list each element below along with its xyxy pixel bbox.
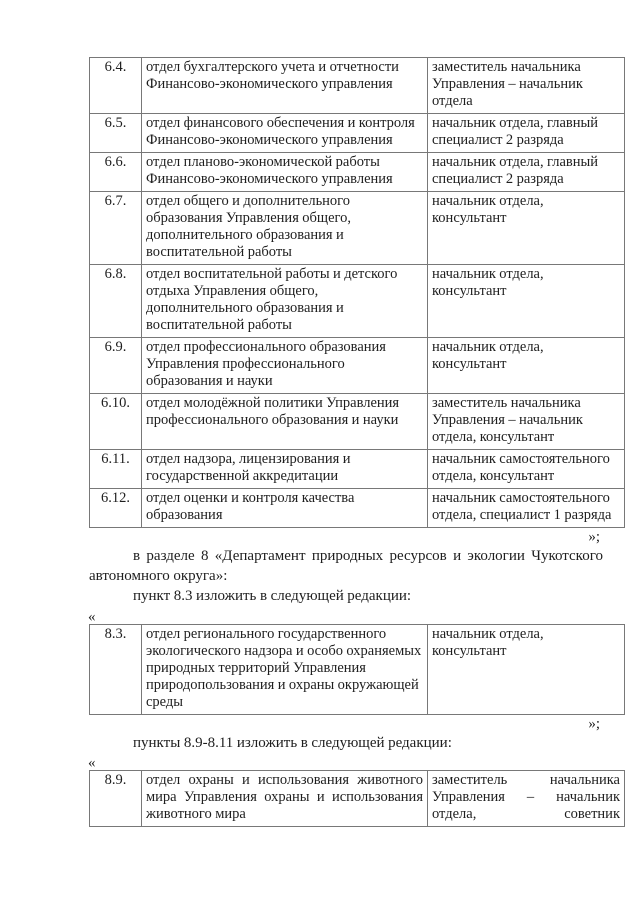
paragraph-section-8-intro: в разделе 8 «Департамент природных ресурсов и экологии Чукотского автономного округа»: [89, 548, 603, 584]
table-row [90, 771, 625, 827]
row-number-cell: 6.8. [90, 265, 142, 338]
position-cell: начальник отдела, главный специалист 2 разряда [428, 153, 625, 192]
row-number-cell: 8.9. [90, 771, 142, 827]
row-number-cell: 8.3. [90, 624, 142, 714]
quote-open-marker: « [88, 608, 96, 625]
department-cell: отдел воспитательной работы и детского отдыха Управления общего, дополнительного образования и воспитательной работы [142, 265, 428, 338]
row-number-cell: 6.4. [90, 58, 142, 114]
department-cell: отдел регионального государственного экологического надзора и особо охраняемых природных территорий Управления природопользования и охраны окружающей среды [142, 624, 428, 714]
quote-close-marker: »; [588, 529, 600, 545]
position-cell: начальник самостоятельного отдела, консультант [428, 450, 625, 489]
position-cell: заместитель начальника Управления – начальник отдела [428, 58, 625, 114]
table-row [90, 114, 625, 153]
table-row [90, 338, 625, 394]
quote-close-marker: »; [588, 715, 600, 732]
position-cell: начальник отдела, консультант [428, 338, 625, 394]
document-content [88, 57, 620, 827]
table-row [90, 450, 625, 489]
department-cell: отдел оценки и контроля качества образования [142, 489, 428, 528]
quote-open-marker: « [88, 755, 96, 771]
staff-table-points-8-9 [89, 770, 625, 827]
position-cell: начальник самостоятельного отдела, специалист 1 разряда [428, 489, 625, 528]
department-cell: отдел общего и дополнительного образования Управления общего, дополнительного образования и воспитательной работы [142, 192, 428, 265]
table-row [90, 58, 625, 114]
position-cell: начальник отдела, главный специалист 2 разряда [428, 114, 625, 153]
department-cell: отдел профессионального образования Управления профессионального образования и науки [142, 338, 428, 394]
position-cell: начальник отдела, консультант [428, 192, 625, 265]
staff-table-section-6 [89, 57, 625, 528]
table-row [90, 489, 625, 528]
position-cell: начальник отдела, консультант [428, 624, 625, 714]
department-cell: отдел финансового обеспечения и контроля Финансово-экономического управления [142, 114, 428, 153]
row-number-cell: 6.11. [90, 450, 142, 489]
table-row [90, 153, 625, 192]
row-number-cell: 6.6. [90, 153, 142, 192]
position-cell: начальник отдела, консультант [428, 265, 625, 338]
position-cell: заместитель начальника Управления – начальник отдела, консультант [428, 394, 625, 450]
department-cell: отдел охраны и использования животного мира Управления охраны и использования животного мира [142, 771, 428, 827]
row-number-cell: 6.7. [90, 192, 142, 265]
table-row [90, 624, 625, 714]
table-row [90, 265, 625, 338]
paragraph-points-8-9: пункты 8.9-8.11 изложить в следующей редакции: [133, 734, 452, 751]
department-cell: отдел планово-экономической работы Финансово-экономического управления [142, 153, 428, 192]
row-number-cell: 6.9. [90, 338, 142, 394]
row-number-cell: 6.12. [90, 489, 142, 528]
department-cell: отдел бухгалтерского учета и отчетности Финансово-экономического управления [142, 58, 428, 114]
table-row [90, 192, 625, 265]
paragraph-point-8-3: пункт 8.3 изложить в следующей редакции: [133, 588, 412, 604]
row-number-cell: 6.5. [90, 114, 142, 153]
staff-table-point-8-3 [89, 624, 625, 715]
row-number-cell: 6.10. [90, 394, 142, 450]
department-cell: отдел надзора, лицензирования и государственной аккредитации [142, 450, 428, 489]
table-row [90, 394, 625, 450]
position-cell: заместитель начальника Управления – начальник отдела, советник [428, 771, 625, 827]
department-cell: отдел молодёжной политики Управления профессионального образования и науки [142, 394, 428, 450]
